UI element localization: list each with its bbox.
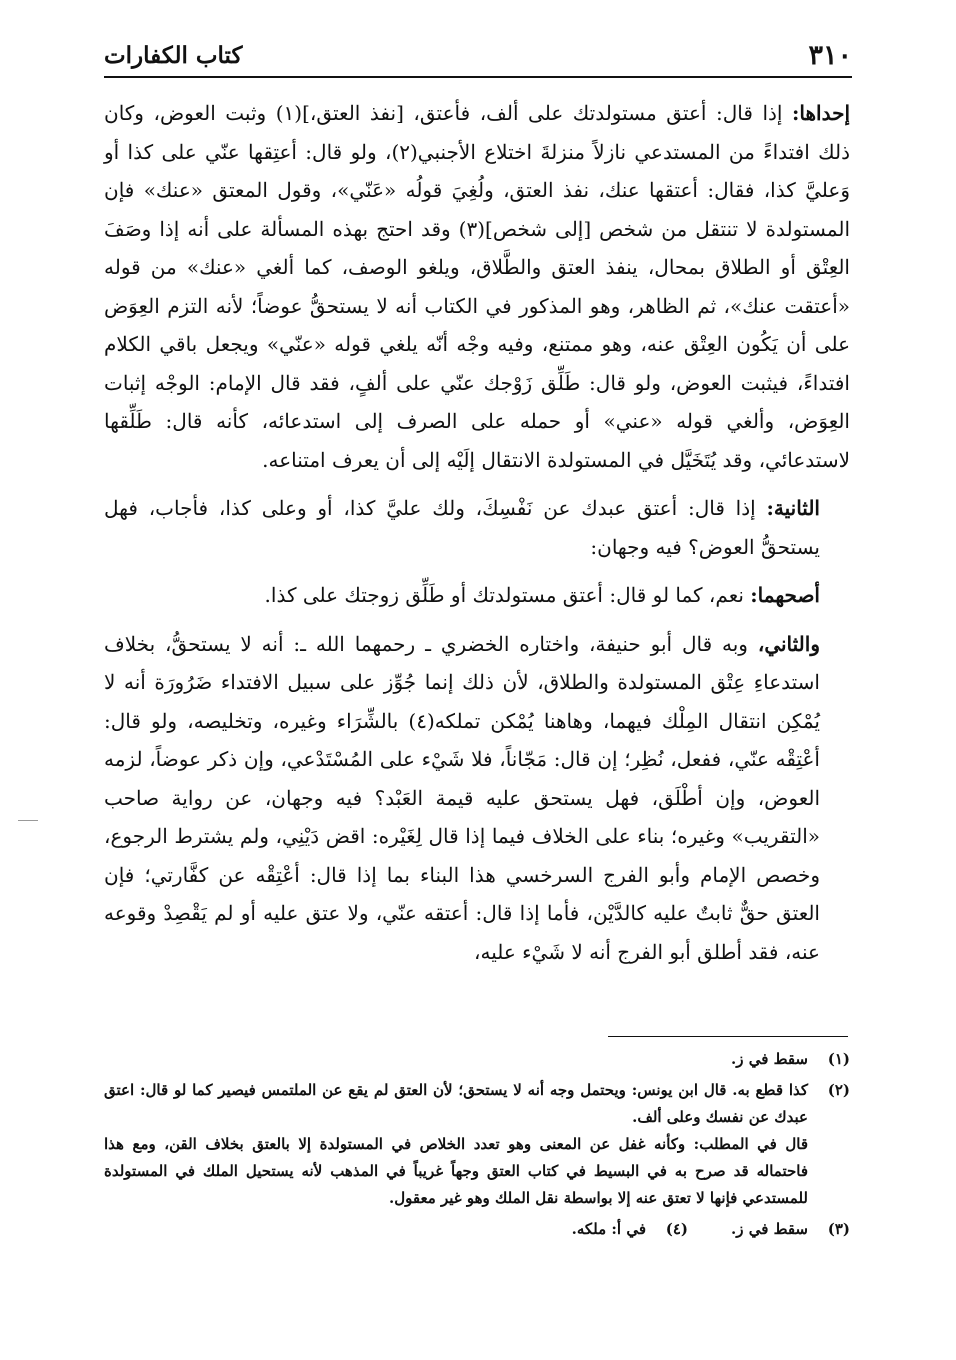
paragraph-2-text: إذا قال: أعتق عبدك عن نَفْسِكَ، ولك عليَّ كذا، أو وعلى كذا، فأجاب، فهل يستحقُّ العوض؟ فيه وجهان: <box>104 496 820 559</box>
paragraph-3-lead: أصحهما: <box>750 583 820 607</box>
footnote-3-4-row <box>104 1216 850 1243</box>
footnote-divider <box>608 1036 848 1037</box>
footnote-1-number: (١) <box>827 1050 850 1068</box>
paragraph-3 <box>104 576 850 615</box>
paragraph-4 <box>104 625 850 972</box>
footnote-2-text-b: قال في المطلب: وكأنه غفل عن المعنى وهو تعدد الخلاص في المستولدة إلا بالعتق بخلاف القن، ومع هذا فاحتماله قد صرح به في البسيط في كتاب العتق وجهاً غريباً في المذهب لأنه يستحيل الملك في المستولدة للمستدعي فإنها لا تعتق عنه إلا بواسطة نقل الملك وهو غير معقول. <box>104 1135 808 1207</box>
margin-mark <box>18 820 38 821</box>
footnote-4-text: في أ: ملكه. <box>571 1220 646 1238</box>
paragraph-2-lead: الثانية: <box>766 496 820 520</box>
paragraph-1 <box>104 94 850 479</box>
footnotes <box>104 1046 850 1243</box>
book-title: كتاب الكفارات <box>104 42 243 69</box>
page-number: ٣١٠ <box>808 40 852 71</box>
footnote-1-text: سقط في ز. <box>731 1050 808 1068</box>
paragraph-1-lead: إحداها: <box>792 101 851 125</box>
paragraph-1-text: إذا قال: أعتق مستولدتك على ألف، فأعتق، [نفذ العتق،](١) وثبت العوض، وكان ذلك افتداءً من المستدعي نازلاً منزلةَ اختلاع الأجنبي(٢)، ولو قال: أعتِقها عنّي على كذا أو وَعليَّ كذا، فقال: أعتقها عنك، نفذ العتق، ولُغِيَ قولُه «عَنّي»، وقول المعتق «عنك» فإن المستولدة لا تنتقل من شخص [إلى شخص](٣) وقد احتج بهذه المسألة على أنه إذا وصَفَ العِتْق أو الطلاق بمحال، ينفذ العتق والطَّلاق، ويلغو الوصف، كما ألغي «عنك» من قوله «أعتقت عنك»، ثم الظاهر، وهو المذكور في الكتاب أنه لا يستحقُّ عوضاً؛ لأنه التزم العِوَض على أن يَكُون العِتْق عنه، وهو ممتنع، وفيه وجْه أنّه يلغي قوله «عنّي» ويجعل باقي الكلام افتداءً، فيثبت العوض، ولو قال: طَلِّق زَوْجك عنّي على ألفٍ، فقد قال الإمام: الوجْه إثبات العِوَض، وألغي قوله «عني» أو حمله على الصرف إلى استدعائه، كأنه قال: طَلِّقها لاستدعائي، وقد يُتَخَيَّل في المستولدة الانتقال إلَيْه إلى أن يعرف امتناعه. <box>104 101 851 472</box>
footnote-1 <box>104 1046 850 1073</box>
footnote-3-number: (٣) <box>827 1220 850 1238</box>
page-header <box>104 36 852 78</box>
footnote-2 <box>104 1077 850 1212</box>
main-text <box>104 94 850 981</box>
paragraph-2 <box>104 489 850 566</box>
footnote-2-text-a: كذا قطع به. قال ابن يونس: ويحتمل وجه أنه لا يستحق؛ لأن العتق لم يقع عن الملتمس فيصير كما لو قال: اعتق عبدك عن نفسك وعلى ألف. <box>104 1081 808 1126</box>
paragraph-4-text: وبه قال أبو حنيفة، واختاره الخضري ـ رحمهما الله ـ: أنه لا يستحقُّ، بخلاف استدعاءِ عِتْق المستولدة والطلاق، لأن ذلك إنما جُوِّز على سبيل الافتداء ضَرُورَة أنه لا يُمْكِن انتقال المِلْك فيهما، وهاهنا يُمْكن تملكه(٤) بالشِّرَاء وغيره، وتخليصه، ولو قال: أعْتِقْه عنّي، ففعل، نُظِر؛ إن قال: مَجّاناً، فلا شَيْء على المُسْتَدْعي، وإن ذكر عوضاً، لزمه العوض، وإن أطْلَق، فهل يستحق عليه قيمة العَبْد؟ فيه وجهان، عن رواية صاحب «التقريب» وغيره؛ بناء على الخلاف فيما إذا قال لِغَيْره: اقض دَيْنِي، ولم يشترط الرجوع، وخصص الإمام وأبو الفرج السرخسي هذا البناء بما إذا قال: أعْتِقْه عن كفَّارتي؛ فإن العتق حقٌّ ثابتٌ عليه كالدَّيْن، فأما إذا قال: أعتقه عنّي، ولا عتق عليه أو لم يَقْصِدْ وقوعه عنه، فقد أطلق أبو الفرج أنه لا شَيْء عليه، <box>104 631 820 964</box>
paragraph-4-lead: والثاني، <box>757 631 820 656</box>
footnote-2-number: (٢) <box>827 1081 850 1099</box>
footnote-4-number: (٤) <box>665 1220 688 1238</box>
footnote-3-text: سقط في ز. <box>731 1220 808 1238</box>
paragraph-3-text: نعم، كما لو قال: أعتق مستولدتك أو طَلِّق زوجتك على كذا. <box>264 583 751 607</box>
footnote-2-body <box>104 1077 808 1212</box>
